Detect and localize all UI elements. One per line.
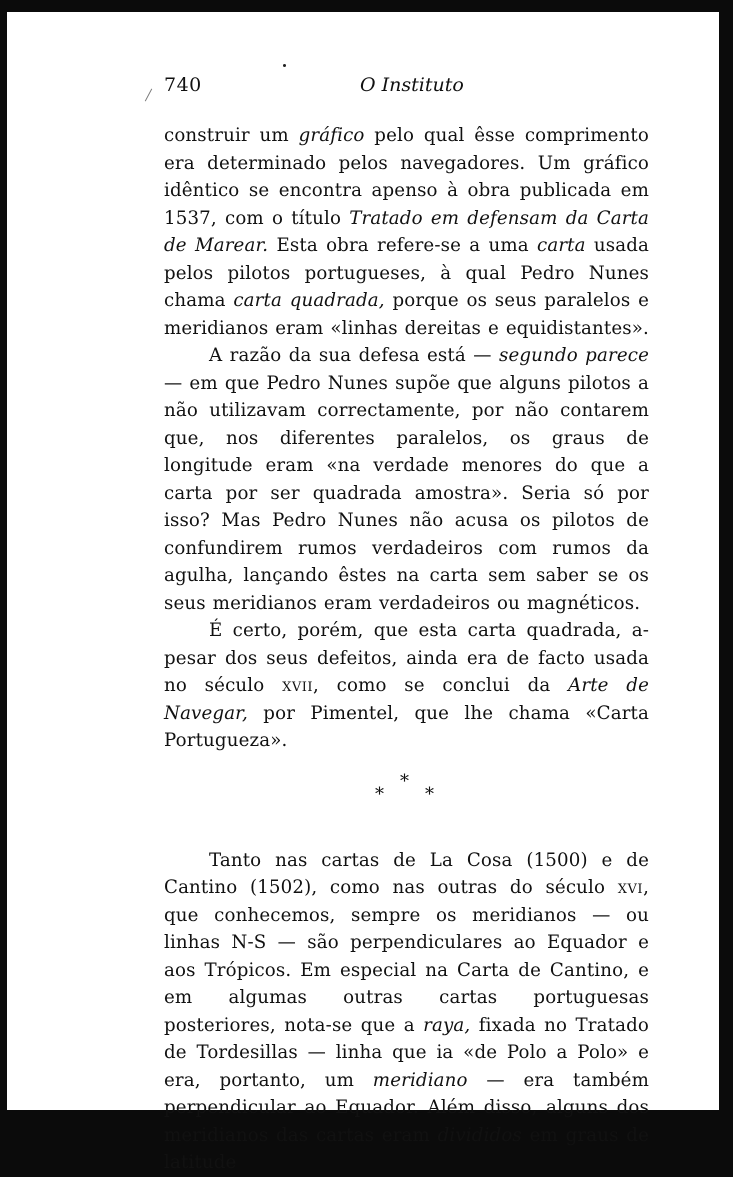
paragraph-2 — [164, 342, 649, 617]
paragraph-3 — [164, 617, 649, 755]
italic-run: gráfico — [298, 125, 365, 146]
body-text — [164, 122, 649, 1177]
page-header — [164, 74, 649, 114]
text-run: construir um — [164, 125, 299, 146]
text-run: por Pimentel, que lhe chama «Carta Portugueza». — [164, 702, 649, 751]
text-run: Tanto nas cartas de La Cosa (1500) e de Cantino (1502), como nas outras do século — [164, 849, 649, 898]
small-caps-run: xvii — [282, 675, 313, 696]
text-run: , como se conclui da — [313, 675, 569, 696]
scan-speck — [283, 64, 286, 67]
italic-run: carta quadrada, — [233, 290, 385, 311]
asterisk-right: * — [425, 783, 434, 805]
text-run: pelo qual êsse comprimento era determinado pelos navegadores. Um gráfico idêntico se encontra apenso à obra publicada em 1537, com o título — [164, 125, 649, 229]
italic-run: raya, — [423, 1014, 471, 1036]
text-run: , que conhecemos, sempre os meridianos — ou linhas N-S — são perpendiculares ao Equador e aos Trópicos. Em especial na Carta de Cantino, e em algumas outras cartas portuguesas posteriores, nota-se que a — [164, 877, 649, 1036]
asterisk-top: * — [400, 770, 409, 792]
text-run: É certo, porém, que esta carta quadrada, a-pesar dos seus defeitos, ainda era de facto usada no século — [164, 620, 649, 696]
text-run: — era também perpendicular ao Equador. Além disso, alguns dos meridianos das cartas eram — [164, 1069, 649, 1146]
text-run: porque os seus paralelos e meridianos eram «linhas dereitas e equidistantes». — [164, 290, 649, 339]
paragraph-1 — [164, 122, 649, 342]
scan-scratch — [145, 89, 152, 102]
small-caps-run: xvi — [617, 877, 644, 898]
book-page — [7, 12, 719, 1173]
text-run: — em que Pedro Nunes supõe que alguns pilotos a não utilizavam correctamente, por não contarem que, nos diferentes paralelos, os graus de longitude eram «na verdade menores do que a carta por ser quadrada amostra». Seria só por isso? Mas Pedro Nunes não acusa os pilotos de confundirem rumos verdadeiros com rumos da agulha, lançando êstes na carta sem saber se os seus meridianos eram verdadeiros ou magnéticos. — [164, 372, 649, 614]
text-run: em graus de latitude — [164, 1124, 649, 1173]
italic-run: meridiano — [372, 1069, 468, 1091]
italic-run: Arte de Navegar, — [164, 675, 650, 724]
asterisk-left: * — [375, 783, 384, 805]
text-run: fixada no Tratado de Tordesillas — linha que ia «de Polo a Polo» e era, portanto, um — [164, 1014, 649, 1091]
italic-run: segundo parece — [498, 345, 649, 366]
italic-run: carta — [536, 235, 586, 256]
italic-run: divididos — [437, 1124, 522, 1146]
section-separator — [164, 771, 649, 829]
running-title: O Instituto — [360, 74, 464, 96]
page-number: 740 — [164, 74, 202, 96]
text-run: usada pelos pilotos portugueses, à qual Pedro Nunes chama — [164, 235, 649, 311]
text-run: Esta obra refere-se a uma — [268, 235, 537, 256]
italic-run: Tratado em defensam da Carta de Marear. — [164, 207, 649, 256]
paragraph-4 — [164, 847, 649, 1177]
text-run: A razão da sua defesa está — — [209, 345, 499, 366]
